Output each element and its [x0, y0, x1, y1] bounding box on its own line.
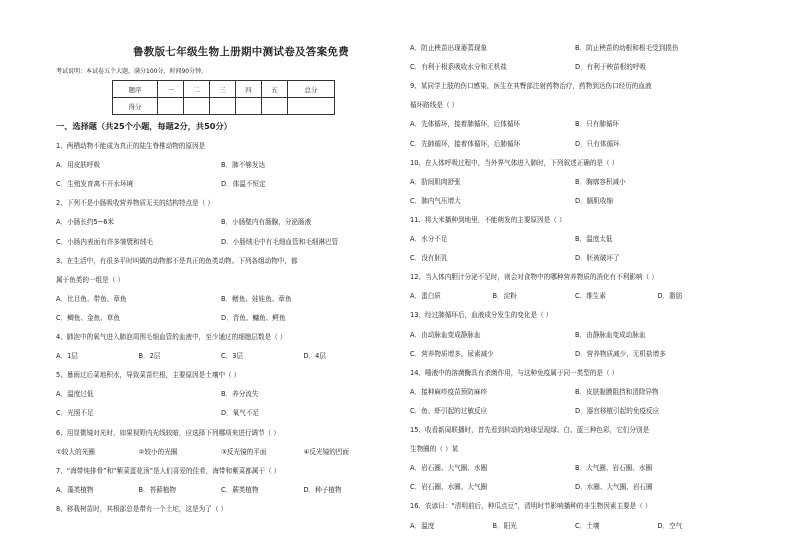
answer-option[interactable]: A．水分不足 — [410, 235, 448, 243]
question-text: 8、移栽树苗时，其根部总是带有一个土坨，这是为了（ ） — [56, 504, 228, 513]
answer-option[interactable]: D．营养物质减少，无机盐增多 — [575, 349, 666, 358]
score-header-row — [113, 81, 335, 98]
answer-option[interactable]: B．由静脉血变成动脉血 — [575, 330, 646, 339]
score-cell: 一 — [158, 81, 184, 98]
answer-option[interactable]: B．肺不够发达 — [221, 161, 266, 170]
answer-option[interactable]: B．只有肺循环 — [575, 120, 620, 129]
answer-option[interactable]: C．生殖发育离不开水环境 — [56, 180, 134, 189]
score-cell: 二 — [184, 81, 210, 98]
answer-option[interactable]: C．3层 — [221, 352, 243, 361]
answer-option[interactable]: B．皮肤黏膜阻挡和清除异物 — [575, 387, 659, 396]
answer-option[interactable]: B．2层 — [138, 352, 161, 361]
score-cell: 题序 — [113, 81, 158, 98]
answer-option[interactable]: A．用皮肤呼吸 — [56, 161, 101, 170]
answer-option[interactable]: D．有利于秧苗根的呼吸 — [575, 63, 647, 72]
question-text: 7、“海带炖排骨”和“紫菜蛋花汤”是人们喜爱的佳肴，海带和紫菜都属于（ ） — [56, 466, 281, 475]
answer-option[interactable]: A．小肠长约5~6米 — [56, 218, 114, 227]
answer-option[interactable]: D．种子植物 — [303, 485, 342, 494]
question-text: 12、当人体内胆汁分泌不足时，则会对食物中的哪种营养物质的消化有不利影响（ ） — [410, 273, 658, 282]
answer-option[interactable]: B．胸廓容积减小 — [575, 177, 626, 186]
answer-option[interactable]: D．只有体循环 — [575, 139, 620, 148]
answer-option[interactable]: D．体温不恒定 — [221, 180, 266, 189]
question-text: 15、收看新闻联播时，首先看到转动的地球呈现绿、白、蓝三种色彩，它们分别是 — [410, 426, 650, 434]
answer-option[interactable]: D．膈肌收缩 — [575, 196, 614, 205]
question-text: 属于鱼类的一组是（ ） — [56, 275, 125, 284]
score-cell-empty[interactable] — [158, 98, 184, 115]
answer-option[interactable]: D．氧气不足 — [221, 409, 260, 418]
question-text: 16、农谚曰：“清明前后，种瓜点豆”，清明时节影响播种的非生物因素主要是（ ） — [410, 502, 652, 511]
question-text: 4、肺泡中的氧气进入肺泡周围毛细血管的血液中，至少通过的细胞层数是（ ） — [56, 333, 287, 341]
score-cell: 得分 — [113, 98, 158, 115]
answer-option[interactable]: ②较小的光圈 — [138, 447, 178, 456]
answer-option[interactable]: B．养分流失 — [221, 390, 259, 399]
answer-option[interactable]: C．维生素 — [575, 292, 606, 301]
answer-option[interactable]: A．先体循环，接着肺循环，后体循环 — [410, 120, 521, 129]
score-cell: 四 — [236, 81, 262, 98]
answer-option[interactable]: D．脂肪 — [657, 292, 683, 301]
question-text: 13、经过肺循环后，血液成分发生的变化是（ ） — [410, 311, 553, 320]
answer-option[interactable]: B．淀粉 — [492, 292, 517, 301]
question-text: 2、下列不是小肠吸收营养物质无关的结构特点是（ ） — [56, 199, 214, 208]
answer-option[interactable]: A．温度 — [410, 521, 435, 530]
answer-option[interactable]: B．温度太低 — [575, 235, 613, 243]
answer-option[interactable]: ①较大的光圈 — [56, 447, 95, 456]
answer-option[interactable]: C．没有胚乳 — [410, 254, 448, 263]
page-title: 鲁教版七年级生物上册期中测试卷及答案免费 — [133, 46, 349, 58]
answer-option[interactable]: C．蕨类植物 — [221, 485, 259, 494]
answer-option[interactable]: C．有利于根系吸收水分和无机盐 — [410, 63, 507, 72]
score-cell: 五 — [262, 81, 288, 98]
question-text: 9、某同学上肢的伤口感染，医生在其臀部注射药物治疗，药物到达伤口经历的血液 — [410, 82, 652, 91]
answer-option[interactable]: D．4层 — [303, 352, 326, 361]
answer-option[interactable]: D．空气 — [657, 521, 683, 530]
answer-option[interactable]: D．小肠绒毛中有毛细血管和毛细淋巴管 — [221, 237, 339, 246]
score-table — [112, 80, 335, 115]
answer-option[interactable]: ④反光镜的凹面 — [303, 447, 349, 456]
answer-option[interactable]: D．器官移植引起的免疫反应 — [575, 406, 660, 415]
answer-option[interactable]: A．比目鱼、带鱼、章鱼 — [56, 294, 127, 303]
answer-option[interactable]: A．1层 — [56, 352, 78, 361]
question-text: 循环路线是（ ） — [410, 101, 459, 110]
answer-option[interactable]: C．光照不足 — [56, 409, 94, 418]
answer-option[interactable]: B．阳光 — [492, 521, 517, 530]
answer-option[interactable]: A．藻类植物 — [56, 485, 94, 494]
answer-option[interactable]: D．水圈、大气圈、岩石圈 — [575, 483, 653, 492]
answer-option[interactable]: A．岩石圈、大气圈、水圈 — [410, 464, 488, 473]
answer-option[interactable]: A．肋间肌肉舒张 — [410, 177, 461, 186]
question-text: 1、两栖动物不能成为真正的陆生脊椎动物的原因是 — [56, 142, 206, 150]
answer-option[interactable]: D．青鱼、鳙鱼、鳄鱼 — [221, 313, 286, 322]
answer-option[interactable]: B．小肠壁内有肠腺，分泌肠液 — [221, 218, 312, 227]
score-cell-empty[interactable] — [184, 98, 210, 115]
answer-option[interactable]: A．温度过低 — [56, 390, 94, 399]
question-text: 14、唾液中的溶菌酶具有杀菌作用，与这种免疫属于同一类型的是（ ） — [410, 368, 619, 377]
question-text: 5、暴雨过后菜地积水，导致菜苗烂根，主要原因是土壤中（ ） — [56, 371, 241, 380]
answer-option[interactable]: C．岩石圈、水圈、大气圈 — [410, 483, 488, 492]
question-text: 10、在人体呼吸过程中，当外界气体进入肺时，下列叙述正确的是（ ） — [410, 158, 619, 167]
answer-option[interactable]: D．胚被破坏了 — [575, 254, 620, 263]
answer-option[interactable]: B．苔藓植物 — [138, 485, 176, 494]
answer-option[interactable]: A．接种麻疹疫苗预防麻疹 — [410, 387, 488, 396]
question-text: 6、用显微镜对光时，如果视野内光线较暗，应选择下列哪项来进行调节（ ） — [56, 428, 280, 437]
score-cell-empty[interactable] — [288, 98, 335, 115]
answer-option[interactable]: C．鱼、虾引起的过敏反应 — [410, 406, 488, 415]
score-cell-empty[interactable] — [210, 98, 236, 115]
exam-note: 考试说明：本试卷五个大题，满分100分，时间90分钟。 — [56, 68, 208, 75]
section-heading: 一、选择题（共25个小题，每题2分，共50分） — [56, 121, 232, 131]
score-cell: 总分 — [288, 81, 335, 98]
score-cell-empty[interactable] — [236, 98, 262, 115]
answer-option[interactable]: B．鳝鱼、娃娃鱼、章鱼 — [221, 294, 292, 303]
answer-option[interactable]: A．防止秧苗出现萎蔫现象 — [410, 44, 488, 52]
question-text: 生物圈的（ ）某 — [410, 445, 459, 454]
answer-option[interactable]: B．防止秧苗的幼根和根毛受到损伤 — [575, 44, 679, 52]
question-text: 3、在生活中，有很多平时叫做的动物都不是真正的鱼类动物。下列各组动物中，都 — [56, 256, 298, 265]
answer-option[interactable]: A．由动脉血变成静脉血 — [410, 330, 481, 339]
answer-option[interactable]: C．营养物质增多，尿素减少 — [410, 349, 494, 358]
score-value-row — [113, 98, 335, 115]
answer-option[interactable]: C．土壤 — [575, 521, 600, 530]
question-text: 11、将大米播种到地里，不能萌发的主要原因是（ ） — [410, 215, 566, 224]
score-cell-empty[interactable] — [262, 98, 288, 115]
answer-option[interactable]: C．鲫鱼、金鱼、草鱼 — [56, 313, 120, 322]
answer-option[interactable]: C．小肠内表面有许多皱襞和绒毛 — [56, 237, 153, 246]
answer-option[interactable]: ③反光镜的平面 — [221, 447, 267, 456]
answer-option[interactable]: C．先肺循环，接着体循环，后肺循环 — [410, 139, 521, 148]
answer-option[interactable]: C．肺内气压增大 — [410, 196, 461, 205]
answer-option[interactable]: B．大气圈、岩石圈、水圈 — [575, 464, 653, 473]
score-cell: 三 — [210, 81, 236, 98]
answer-option[interactable]: A．蛋白质 — [410, 292, 441, 301]
